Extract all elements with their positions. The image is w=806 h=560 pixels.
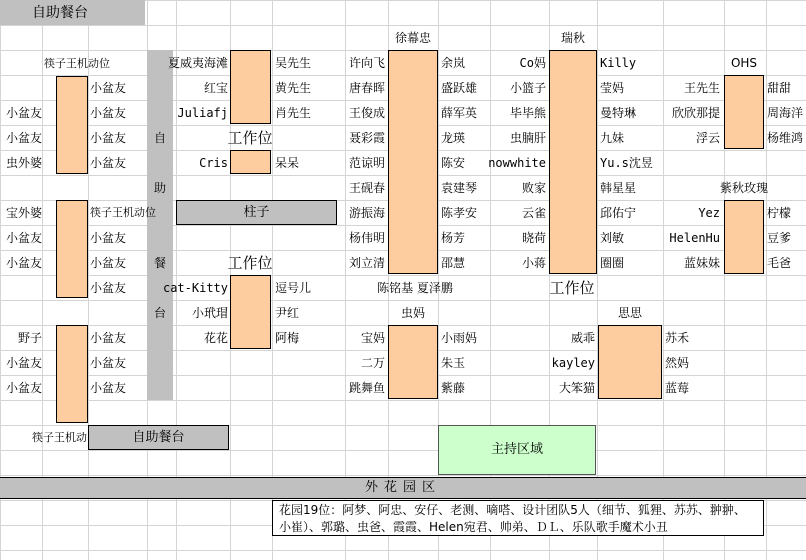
- group-header: 虫妈: [400, 306, 425, 320]
- table-left-2: [56, 200, 88, 298]
- seat: 野子: [17, 331, 42, 345]
- seat: 袁建琴: [441, 181, 478, 195]
- seat: 许向飞: [348, 56, 385, 70]
- group-header: OHS: [730, 56, 758, 70]
- seat: 甜甜: [767, 81, 792, 95]
- seat: 韩星星: [600, 181, 637, 195]
- seat: 曼特琳: [600, 106, 637, 120]
- seat: 龙瑛: [441, 131, 466, 145]
- table-left-3: [56, 325, 88, 423]
- seat: Co妈: [519, 56, 546, 70]
- seat: 游振海: [348, 206, 385, 220]
- seat: 小蒋: [521, 256, 546, 270]
- seat: 杨伟明: [348, 231, 385, 245]
- seat: 大笨猫: [558, 381, 595, 395]
- table-cris: [230, 150, 271, 174]
- seat: 余岚: [441, 56, 466, 70]
- seat: 小盆友: [5, 231, 42, 245]
- table-left-1: [56, 76, 88, 174]
- seat: 邵慧: [441, 256, 466, 270]
- left-header-2: 筷子王机动位: [90, 206, 156, 219]
- seat: 柠檬: [767, 206, 792, 220]
- seat: 跳舞鱼: [348, 381, 385, 395]
- seat: 欣欣那提: [671, 106, 720, 120]
- buffet-char: 助: [153, 181, 166, 195]
- seat: 莹妈: [600, 81, 625, 95]
- seat: Killy: [600, 56, 637, 70]
- seat: 王俊成: [348, 106, 385, 120]
- seat: 虫腩肝: [509, 131, 546, 145]
- seat: 小盆友: [90, 281, 127, 295]
- seat: 小盆友: [5, 356, 42, 370]
- seat: 肖先生: [275, 106, 312, 120]
- group-header: 思思: [617, 306, 642, 320]
- buffet-char: 自: [153, 131, 166, 145]
- seat: 虫外婆: [5, 156, 42, 170]
- seat: Yez: [698, 206, 720, 220]
- seat: 小盆友: [5, 131, 42, 145]
- seat: 紫藤: [441, 381, 466, 395]
- seat: 黄先生: [275, 81, 312, 95]
- seat: 邱佑宁: [600, 206, 637, 220]
- seat: 刘敏: [600, 231, 625, 245]
- seat: 蓝妹妹: [683, 256, 720, 270]
- seat: 夏威夷海滩: [167, 56, 228, 70]
- seat: 九妹: [600, 131, 625, 145]
- seat: 二万: [360, 356, 385, 370]
- seat: 小盆友: [90, 81, 127, 95]
- group-header: 徐幕忠: [394, 31, 431, 45]
- table-col6: [724, 200, 764, 274]
- host-area: 主持区域: [438, 425, 596, 475]
- seat: 小盆友: [90, 231, 127, 245]
- seat: Yu.s沈昱: [600, 156, 653, 170]
- seat: 唐春晖: [348, 81, 385, 95]
- seat: cat-Kitty: [162, 281, 228, 295]
- seat: 小盆友: [90, 256, 127, 270]
- page-title: 自助餐台: [32, 5, 88, 21]
- seat: 毕毕熊: [509, 106, 546, 120]
- seat: 王砚春: [348, 181, 385, 195]
- outer-garden-banner: 外花园区: [0, 477, 806, 499]
- table-col3: [388, 50, 438, 274]
- seat: 薛军英: [441, 106, 478, 120]
- seat: 毛爸: [767, 256, 792, 270]
- group-header: 紫秋玫瑰: [719, 181, 768, 195]
- table-chongma: [388, 325, 438, 399]
- table-col2-1: [230, 50, 271, 124]
- seat: 小盆友: [90, 381, 127, 395]
- seat: 败家: [521, 181, 546, 195]
- seat: 晓荷: [521, 231, 546, 245]
- seat: 逗号儿: [275, 281, 312, 295]
- workspace-label: 工作位: [227, 254, 273, 272]
- seat: 浮云: [695, 131, 720, 145]
- seat: 聂彩霞: [348, 131, 385, 145]
- seat: 云雀: [521, 206, 546, 220]
- left-header: 筷子王机动位: [44, 57, 110, 70]
- seat: 小盆友: [90, 156, 127, 170]
- seat: 花花: [203, 331, 228, 345]
- seat: HelenHu: [669, 231, 720, 245]
- seat: 红宝: [203, 81, 228, 95]
- seat: Juliafj: [177, 106, 228, 120]
- seat: 陈孝安: [441, 206, 478, 220]
- seat: 小盆友: [5, 256, 42, 270]
- table-col2-2: [230, 275, 271, 349]
- seat: 宝外婆: [5, 206, 42, 220]
- seat: 杨维鸿: [767, 131, 804, 145]
- seat: 小雨妈: [441, 331, 478, 345]
- table-sisi: [598, 325, 662, 399]
- seat: 周海洋: [767, 106, 804, 120]
- seat: kayley: [551, 356, 595, 370]
- seat: Cris: [199, 156, 228, 170]
- table-col5: [724, 75, 764, 149]
- seat: 刘立清: [348, 256, 385, 270]
- seat: 陈铭基 夏泽鹏: [377, 281, 453, 295]
- seat: 小篮子: [509, 81, 546, 95]
- seat: 吴先生: [275, 56, 312, 70]
- seat: 豆爹: [767, 231, 792, 245]
- seat: 呆呆: [275, 156, 300, 170]
- table-col4: [549, 50, 597, 274]
- seat: 朱玉: [441, 356, 466, 370]
- seat: 阿梅: [275, 331, 300, 345]
- pillar-label: 柱子: [243, 205, 270, 220]
- seat: 陈安: [441, 156, 466, 170]
- seat: 威乖: [570, 331, 595, 345]
- seat: 圈圈: [600, 256, 625, 270]
- seat: 小盆友: [90, 106, 127, 120]
- left-footer-label: 筷子王机动: [32, 431, 87, 444]
- seat: 范谅明: [348, 156, 385, 170]
- seat: 杨芳: [441, 231, 466, 245]
- workspace-label: 工作位: [227, 129, 273, 147]
- buffet-char: 餐: [153, 256, 166, 270]
- seat: 苏禾: [665, 331, 690, 345]
- group-header: 瑞秋: [560, 31, 585, 45]
- seat: 小盆友: [90, 331, 127, 345]
- seat: 小盆友: [5, 381, 42, 395]
- seat: 小盆友: [5, 106, 42, 120]
- seat: 尹红: [275, 306, 300, 320]
- seat: 小盆友: [90, 131, 127, 145]
- seat: 王先生: [683, 81, 720, 95]
- seat: 然妈: [665, 356, 690, 370]
- seat: 蓝莓: [665, 381, 690, 395]
- garden-note: 花园19位：阿梦、阿忠、安仔、老测、嘀嗒、设计团队5人（细节、狐狸、苏苏、翀翀、小崔）、郭璐、虫爸、霞霞、Helen宛君、帅弟、ＤＬ、乐队歌手魔术小丑: [272, 500, 764, 536]
- workspace-label: 工作位: [549, 279, 595, 297]
- seat: 盛跃雄: [441, 81, 478, 95]
- buffet-char: 台: [153, 306, 166, 320]
- seat: 小盆友: [90, 356, 127, 370]
- seat: 宝妈: [360, 331, 385, 345]
- seat: nowwhite: [488, 156, 546, 170]
- buffet-bottom-label: 自助餐台: [132, 430, 185, 445]
- seat: 小玳瑁: [191, 306, 228, 320]
